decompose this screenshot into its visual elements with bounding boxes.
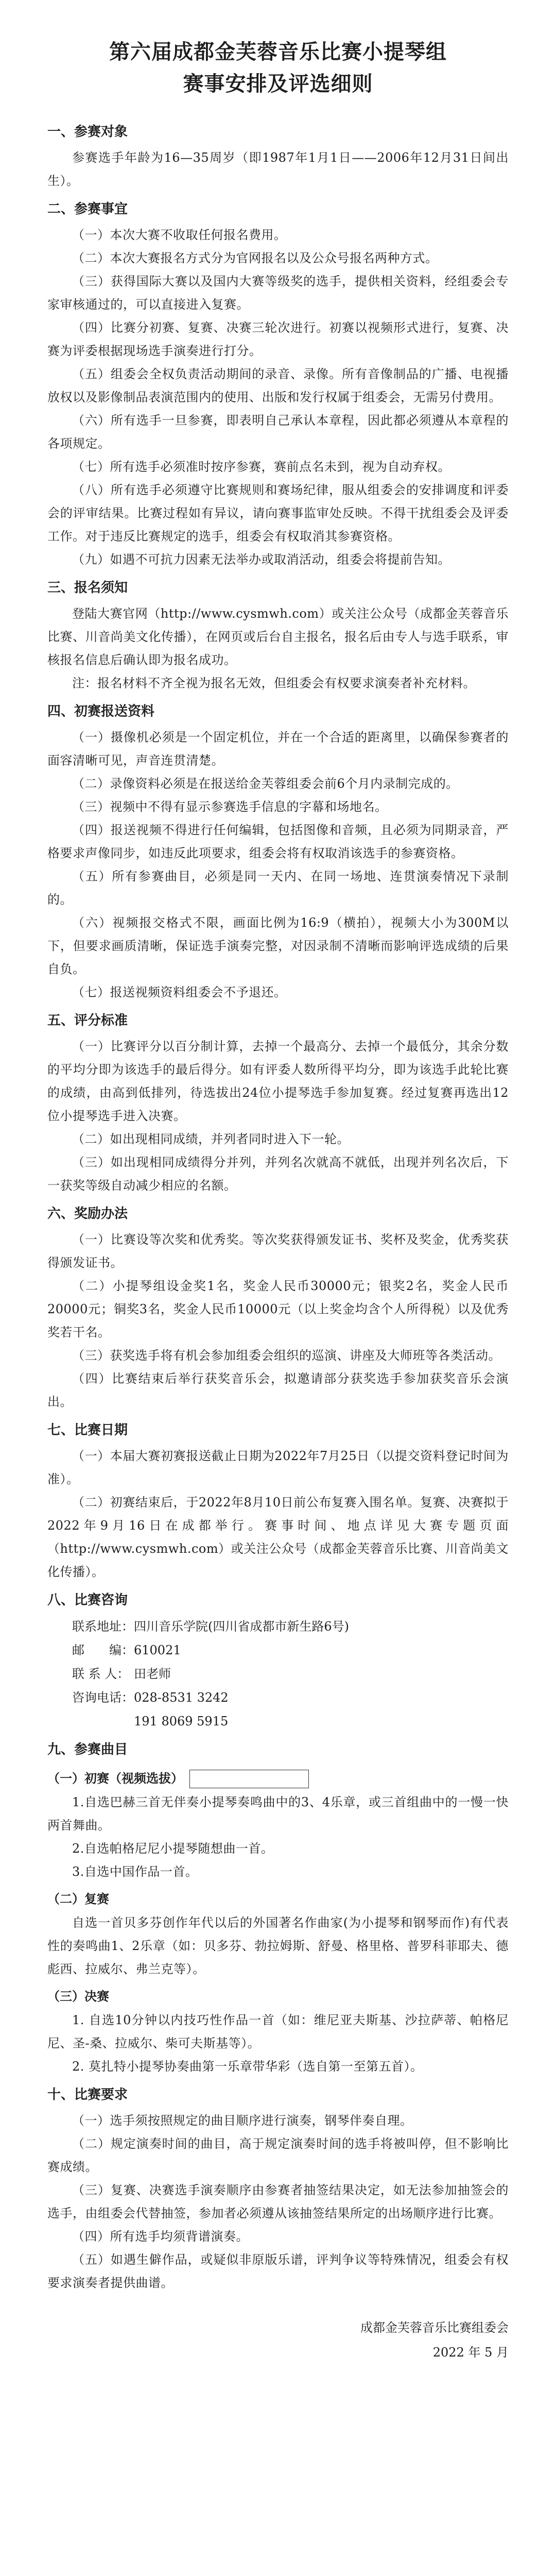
paragraph: （一）比赛评分以百分制计算，去掉一个最高分、去掉一个最低分，其余分数的平均分即为该选手的最后得分。如有评委人数所得平均分，即为该选手此轮比赛的成绩，由高到低排列，待选拔出24位小提琴选手参加复赛。经过复赛再选出12位小提琴选手进入决赛。 bbox=[47, 1039, 509, 1123]
paragraph: （三）复赛、决赛选手演奏顺序由参赛者抽签结果决定，如无法参加抽签会的选手，由组委会代替抽签，参加者必须遵从该抽签结果所定的出场顺序进行比赛。 bbox=[47, 2183, 509, 2221]
document-body bbox=[47, 118, 509, 2295]
contact-line bbox=[47, 1662, 509, 1686]
paragraph: （五）如遇生僻作品，或疑似非原版乐谱，评判争议等特殊情况，组委会有权要求演奏者提供曲谱。 bbox=[47, 2252, 509, 2290]
paragraph: （一）本次大赛不收取任何报名费用。 bbox=[72, 228, 287, 242]
paragraph: （四）比赛结束后举行获奖音乐会，拟邀请部分获奖选手参加获奖音乐会演出。 bbox=[47, 1371, 509, 1409]
paragraph: （一）本届大赛初赛报送截止日期为2022年7月25日（以提交资料登记时间为准）。 bbox=[47, 1449, 509, 1486]
section-heading: 二、参赛事宜 bbox=[47, 201, 128, 217]
contact-line bbox=[47, 1615, 509, 1638]
contact-label: 联系地址： bbox=[72, 1619, 134, 1634]
paragraph: （六）所有选手一旦参赛，即表明自己承认本章程，因此都必须遵从本章程的各项规定。 bbox=[47, 413, 509, 451]
title-line1: 第六届成都金芙蓉音乐比赛小提琴组 bbox=[109, 40, 447, 64]
paragraph: （三）如出现相同成绩得分并列，并列名次就高不就低，出现并列名次后，下一获奖等级自动减少相应的名额。 bbox=[47, 1155, 509, 1193]
subsection-heading bbox=[47, 1985, 509, 2008]
subsection-heading-text: （二）复赛 bbox=[47, 1892, 109, 1906]
paragraph: 参赛选手年龄为16—35周岁（即1987年1月1日——2006年12月31日间出生）。 bbox=[47, 150, 509, 188]
paragraph: （二）规定演奏时间的曲目，高于规定演奏时间的选手将被叫停，但不影响比赛成绩。 bbox=[47, 2137, 509, 2174]
contact-label: 联 系 人： bbox=[72, 1667, 130, 1681]
paragraph: （五）组委会全权负责活动期间的录音、录像。所有音像制品的广播、电视播放权以及影像制品表演范围内的使用、出版和发行权属于组委会，无需另付费用。 bbox=[47, 367, 509, 404]
heading-frame-box bbox=[189, 1770, 309, 1788]
paragraph: （四）报送视频不得进行任何编辑，包括图像和音频，且必须为同期录音，严格要求声像同步，如违反此项要求，组委会将有权取消该选手的参赛资格。 bbox=[47, 823, 509, 860]
section-heading: 十、比赛要求 bbox=[47, 2087, 128, 2103]
paragraph: 3.自选中国作品一首。 bbox=[72, 1865, 198, 1879]
title-line2: 赛事安排及评选细则 bbox=[183, 72, 373, 96]
paragraph: （一）摄像机必须是一个固定机位，并在一个合适的距离里，以确保参赛者的面容清晰可见，声音连贯清楚。 bbox=[47, 730, 509, 768]
paragraph: 2.自选帕格尼尼小提琴随想曲一首。 bbox=[72, 1841, 274, 1856]
paragraph: （二）初赛结束后，于2022年8月10日前公布复赛入围名单。复赛、决赛拟于2022年9月16日在成都举行。赛事时间、地点详见大赛专题页面（http://www.cysmwh.com）或关注公众号（成都金芙蓉音乐比赛、川音尚美文化传播）。 bbox=[47, 1495, 509, 1579]
contact-line bbox=[47, 1686, 509, 1709]
footer-organizer: 成都金芙蓉音乐比赛组委会 bbox=[360, 2320, 509, 2335]
contact-value: 四川音乐学院(四川省成都市新生路6号) bbox=[134, 1619, 349, 1634]
paragraph: （五）所有参赛曲目，必须是同一天内、在同一场地、连贯演奏情况下录制的。 bbox=[47, 869, 509, 907]
paragraph: （三）获得国际大赛以及国内大赛等级奖的选手，提供相关资料，经组委会专家审核通过的，可以直接进入复赛。 bbox=[47, 274, 509, 312]
section-heading: 一、参赛对象 bbox=[47, 124, 128, 140]
paragraph: （二）本次大赛报名方式分为官网报名以及公众号报名两种方式。 bbox=[72, 251, 438, 265]
paragraph: （七）所有选手必须准时按序参赛，赛前点名未到，视为自动弃权。 bbox=[72, 460, 450, 474]
paragraph: （四）比赛分初赛、复赛、决赛三轮次进行。初赛以视频形式进行，复赛、决赛为评委根据现场选手演奏进行打分。 bbox=[47, 320, 509, 358]
paragraph: 注：报名材料不齐全视为报名无效，但组委会有权要求演奏者补充材料。 bbox=[72, 676, 476, 690]
contact-value: 610021 bbox=[134, 1643, 181, 1657]
paragraph: （九）如遇不可抗力因素无法举办或取消活动，组委会将提前告知。 bbox=[72, 552, 450, 567]
paragraph: （四）所有选手均须背谱演奏。 bbox=[72, 2229, 249, 2244]
subsection-heading bbox=[47, 1767, 509, 1790]
section-heading: 六、奖励办法 bbox=[47, 1206, 128, 1222]
paragraph: （一）选手须按照规定的曲目顺序进行演奏，钢琴伴奏自理。 bbox=[72, 2113, 413, 2128]
paragraph: （三）获奖选手将有机会参加组委会组织的巡演、讲座及大师班等各类活动。 bbox=[72, 1348, 501, 1363]
subsection-heading-text: （一）初赛（视频选拔） bbox=[47, 1771, 183, 1786]
paragraph: （二）如出现相同成绩，并列者同时进入下一轮。 bbox=[72, 1132, 350, 1146]
paragraph: 1. 自选10分钟以内技巧性作品一首（如：维尼亚夫斯基、沙拉萨蒂、帕格尼尼、圣-桑、拉威尔、柴可夫斯基等）。 bbox=[47, 2013, 509, 2050]
paragraph: （三）视频中不得有显示参赛选手信息的字幕和场地名。 bbox=[72, 800, 388, 814]
paragraph: （七）报送视频资料组委会不予退还。 bbox=[72, 985, 287, 999]
section-heading: 三、报名须知 bbox=[47, 580, 128, 596]
section-heading: 七、比赛日期 bbox=[47, 1422, 128, 1438]
paragraph: 1.自选巴赫三首无伴奏小提琴奏鸣曲中的3、4乐章，或三首组曲中的一慢一快两首舞曲。 bbox=[47, 1795, 509, 1833]
paragraph: （六）视频报交格式不限，画面比例为16:9（横拍），视频大小为300M以下，但要求画质清晰，保证选手演奏完整，对因录制不清晰而影响评选成绩的后果自负。 bbox=[47, 916, 509, 976]
contact-line bbox=[47, 1638, 509, 1662]
section-heading: 四、初赛报送资料 bbox=[47, 704, 155, 719]
paragraph: （二）小提琴组设金奖1名，奖金人民币30000元；银奖2名，奖金人民币20000元；铜奖3名，奖金人民币10000元（以上奖金均含个人所得税）以及优秀奖若干名。 bbox=[47, 1279, 509, 1340]
contact-value: 028-8531 3242 bbox=[134, 1690, 229, 1705]
footer-date: 2022 年 5 月 bbox=[432, 2345, 509, 2360]
contact-value: 191 8069 5915 bbox=[134, 1714, 229, 1728]
subsection-heading bbox=[47, 1888, 509, 1910]
paragraph: 登陆大赛官网（http://www.cysmwh.com）或关注公众号（成都金芙蓉音乐比赛、川音尚美文化传播），在网页或后台自主报名，报名后由专人与选手联系，审核报名信息后确认即为报名成功。 bbox=[47, 606, 509, 667]
contact-value: 田老师 bbox=[134, 1667, 171, 1681]
subsection-heading-text: （三）决赛 bbox=[47, 1989, 109, 2004]
paragraph: （二）录像资料必须是在报送给金芙蓉组委会前6个月内录制完成的。 bbox=[72, 776, 459, 791]
section-heading: 九、参赛曲目 bbox=[47, 1742, 128, 1757]
contact-line bbox=[47, 1709, 509, 1733]
paragraph: 自选一首贝多芬创作年代以后的外国著名作曲家(为小提琴和钢琴而作)有代表性的奏鸣曲1、2乐章（如：贝多芬、勃拉姆斯、舒曼、格里格、普罗科菲耶夫、德彪西、拉威尔、弗兰克等）。 bbox=[47, 1916, 509, 1976]
paragraph: 2. 莫扎特小提琴协奏曲第一乐章带华彩（选自第一至第五首）。 bbox=[72, 2059, 423, 2074]
contact-label: 邮 编： bbox=[72, 1643, 134, 1657]
contact-label: 咨询电话： bbox=[72, 1690, 134, 1705]
paragraph: （八）所有选手必须遵守比赛规则和赛场纪律，服从组委会的安排调度和评委会的评审结果。比赛过程如有异议，请向赛事监审处反映。不得干扰组委会及评委工作。对于违反比赛规定的选手，组委会有权取消其参赛资格。 bbox=[47, 483, 509, 544]
paragraph: （一）比赛设等次奖和优秀奖。等次奖获得颁发证书、奖杯及奖金，优秀奖获得颁发证书。 bbox=[47, 1232, 509, 1270]
section-heading: 八、比赛咨询 bbox=[47, 1592, 128, 1608]
section-heading: 五、评分标准 bbox=[47, 1013, 128, 1028]
